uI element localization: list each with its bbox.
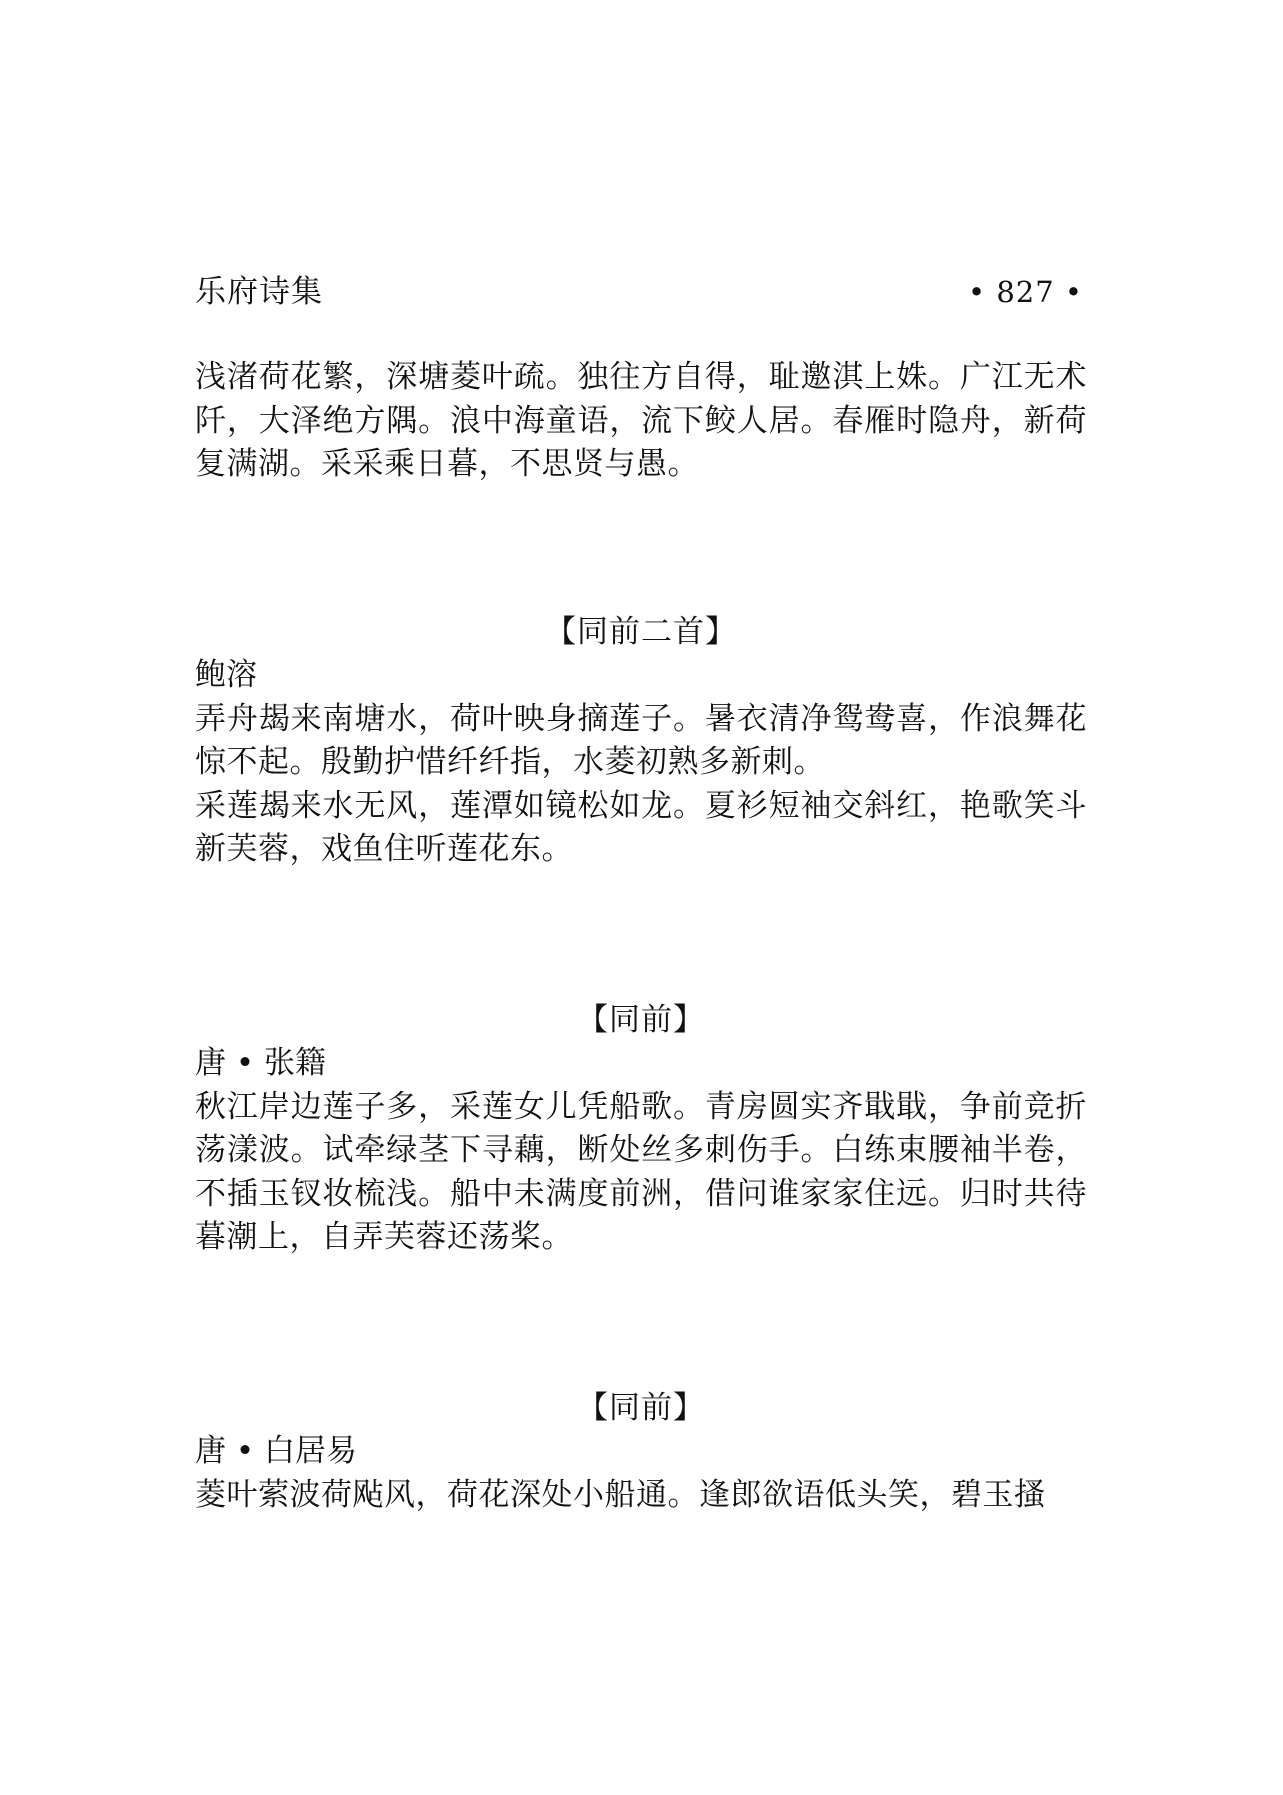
page-header bbox=[195, 270, 1083, 314]
section-body bbox=[195, 1042, 1087, 1260]
poem-text: 弄舟朅来南塘水，荷叶映身摘莲子。暑衣清净鸳鸯喜，作浪舞花惊不起。殷勤护惜纤纤指，水菱初熟多新刺。 bbox=[195, 700, 1087, 780]
poem-text: 菱叶萦波荷飐风，荷花深处小船通。逢郎欲语低头笑，碧玉搔 bbox=[195, 1476, 1046, 1513]
poem-text: 采莲朅来水无风，莲潭如镜松如龙。夏衫短袖交斜红，艳歌笑斗新芙蓉，戏鱼住听莲花东。 bbox=[195, 787, 1087, 867]
section-body bbox=[195, 654, 1087, 872]
section-title: 【同前】 bbox=[577, 1002, 705, 1038]
section-body bbox=[195, 1430, 1087, 1517]
section-title: 【同前】 bbox=[577, 1390, 705, 1426]
page-number: • 827 • bbox=[968, 275, 1083, 309]
author: 鲍溶 bbox=[195, 657, 257, 693]
poem-text: 浅渚荷花繁，深塘菱叶疏。独往方自得，耻邀淇上姝。广江无术阡，大泽绝方隅。浪中海童语，流下鲛人居。春雁时隐舟，新荷复满湖。采采乘日暮，不思贤与愚。 bbox=[195, 359, 1087, 482]
author: 唐 • 白居易 bbox=[195, 1433, 357, 1469]
section-title: 【同前二首】 bbox=[545, 614, 737, 650]
author: 唐 • 张籍 bbox=[195, 1045, 326, 1081]
book-title: 乐府诗集 bbox=[195, 274, 323, 310]
poem-text: 秋江岸边莲子多，采莲女儿凭船歌。青房圆实齐戢戢，争前竞折荡漾波。试牵绿茎下寻藕，断处丝多刺伤手。白练束腰袖半卷，不插玉钗妆梳浅。船中未满度前洲，借问谁家家住远。归时共待暮潮上，自弄芙蓉还荡桨。 bbox=[195, 1088, 1087, 1255]
intro-poem bbox=[195, 356, 1087, 487]
